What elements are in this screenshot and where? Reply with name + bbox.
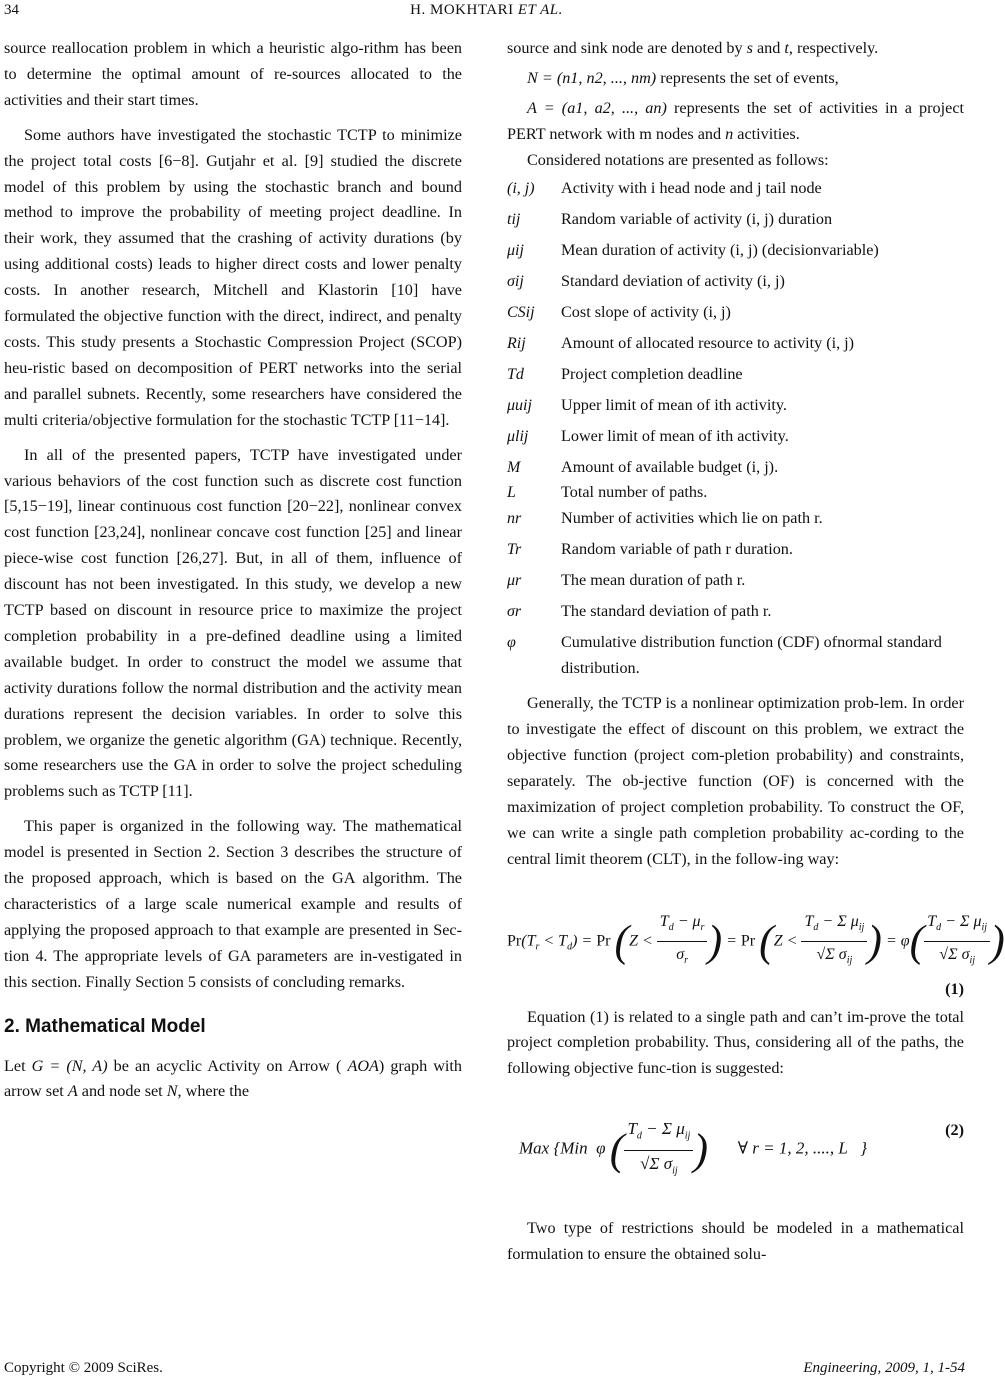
notation-symbol: L [507, 484, 516, 502]
left-column [4, 36, 462, 1105]
paragraph: Considered notations are presented as follows: [527, 150, 829, 169]
text: represents the set of events, [660, 68, 839, 87]
text: ) graph with arrow set [4, 1056, 463, 1101]
notation-row [507, 393, 964, 424]
math-inline: n [725, 124, 734, 143]
notation-row [507, 269, 964, 300]
page-number: 34 [4, 2, 19, 18]
notation-desc: Activity with i head node and j tail node [561, 178, 822, 197]
notation-desc: Mean duration of activity (i, j) (decisionvariable) [561, 240, 879, 259]
notation-row [507, 630, 964, 682]
notation-row [507, 331, 964, 362]
paragraph: Equation (1) is related to a single path and can’t im-prove the total project completion probability. Thus, considering all of the paths, the following objective func-tion is suggested: [507, 1007, 964, 1078]
footer-copyright: Copyright © 2009 SciRes. [4, 1360, 163, 1376]
notation-symbol: μr [507, 572, 522, 590]
page-header [0, 0, 973, 30]
notation-symbol: Rij [507, 334, 526, 352]
notation-desc: Cumulative distribution function (CDF) ofnormal standard distribution. [561, 633, 942, 678]
paragraph: In all of the presented papers, TCTP have investigated under various behaviors of the cost function such as discrete cost function [5,15−19], linear continuous cost function [20−22], nonlinear convex cost function [23,24], nonlinear concave cost function [25] and linear piece-wise cost function [26,27]. But, in all of them, influence of discount has not been investigated. In this study, we develop a new TCTP based on discount in resource price to maximize the project completion probability in a pre-defined deadline using a limited available budget. In order to construct the model we assume that activity durations follow the normal distribution and the activity mean durations represent the decision variables. In order to solve this problem, we organize the genetic algorithm (GA) technique. Recently, some researchers use the GA in order to solve the project scheduling problems such as TCTP [11]. [4, 445, 462, 801]
notation-symbol: Td [507, 365, 524, 383]
notation-desc: Standard deviation of activity (i, j) [561, 271, 785, 290]
notation-row [507, 506, 964, 537]
notation-row [507, 480, 964, 506]
running-title-authors: H. MOKHTARI [410, 2, 514, 18]
notation-desc: The standard deviation of path r. [561, 602, 772, 621]
text: source and sink node are denoted by [507, 39, 743, 57]
notation-row [507, 455, 964, 481]
notation-symbol: CSij [507, 303, 535, 321]
text: activities. [737, 124, 800, 143]
notation-desc: Cost slope of activity (i, j) [561, 302, 731, 321]
math-inline: G = (N, A) [31, 1056, 108, 1075]
notation-row [507, 176, 964, 207]
notation-desc: Upper limit of mean of ith activity. [561, 395, 787, 414]
equation-2 [507, 1090, 964, 1208]
notation-desc: Amount of allocated resource to activity (i, j) [561, 333, 855, 352]
paragraph [507, 96, 964, 148]
notation-symbol: φ [507, 634, 516, 652]
math-inline: t [784, 39, 789, 57]
notation-symbol: M [507, 458, 521, 476]
equation-number: (1) [945, 979, 964, 998]
section-heading: 2. Mathematical Model [4, 1015, 206, 1037]
notation-desc: Random variable of path r duration. [561, 540, 793, 559]
right-column [507, 36, 1005, 1268]
notation-row [507, 300, 964, 331]
paragraph: This paper is organized in the following way. The mathematical model is presented in Section 2. Section 3 describes the structure of the proposed approach, which is based on the GA algorithm. The characteristics of a large scale numerical example and results of applying the proposed approach to that example are presented in Sec-tion 4. The appropriate levels of GA parameters are in-vestigated in this section. Finally Section 5 consists of concluding remarks. [4, 817, 462, 991]
notation-row [507, 537, 964, 568]
notation-row [507, 599, 964, 630]
paragraph: Some authors have investigated the stochastic TCTP to minimize the project total costs [6−8]. Gutjahr et al. [9] studied the discrete model of this problem by using the stochastic branch and bound method to improve the probability of meeting project deadline. In their work, they assumed that the crashing of activity durations (by using additional costs) leads to higher direct costs and lower penalty costs. In another research, Mitchell and Klastorin [10] have formulated the objective function with the direct, indirect, and penalty costs. This study presents a Stochastic Compression Project (SCOP) heu-ristic based on decomposition of PERT networks into the serial and parallel subnets. Recently, some researchers have considered the multi criteria/objective formulation for the stochastic TCTP [11−14]. [4, 125, 462, 429]
notation-list [507, 176, 964, 683]
equation-number: (2) [945, 1121, 964, 1140]
notation-desc: Project completion deadline [561, 364, 743, 383]
notation-symbol: (i, j) [507, 179, 535, 197]
text: represents the set of activities in a project PERT network with m nodes and [507, 98, 964, 143]
notation-symbol: nr [507, 510, 522, 528]
notation-desc: Random variable of activity (i, j) duration [561, 209, 833, 228]
text: and node set [81, 1082, 163, 1101]
running-title [0, 2, 973, 19]
equation-1 [507, 887, 1005, 998]
paragraph [507, 66, 964, 92]
paragraph [507, 36, 964, 62]
notation-row [507, 207, 964, 238]
paragraph [4, 1054, 462, 1106]
notation-symbol: tij [507, 210, 521, 228]
text: Let [4, 1056, 26, 1075]
equation-2-body: Max {Min φ ( $\frac{T_d - \Sigma \mu_{ij}}{√\Sigma \sigma_{ij}}$ ) ∀ r = 1, 2, ...., L } [519, 1116, 867, 1184]
notation-desc: Total number of paths. [561, 483, 708, 502]
notation-row [507, 238, 964, 269]
text: and [756, 39, 781, 57]
text: , where the [177, 1082, 250, 1101]
math-inline: A [67, 1082, 78, 1101]
math-inline: AOA [347, 1056, 379, 1075]
notation-row [507, 568, 964, 599]
notation-symbol: μij [507, 241, 524, 259]
paragraph: source reallocation problem in which a heuristic algo-rithm has been to determine the optimal amount of re-sources allocated to the activities and their start times. [4, 39, 462, 109]
text: , respectively. [788, 39, 879, 57]
notation-symbol: Tr [507, 541, 522, 559]
footer-journal: Engineering, 2009, 1, 1-54 [803, 1360, 965, 1376]
paragraph: Generally, the TCTP is a nonlinear optimization prob-lem. In order to investigate the effect of discount on this problem, we extract the objective function (project com-pletion probability) and constraints, separately. The ob-jective function (OF) is concerned with the maximization of project completion probability. To construct the OF, we can write a single path completion probability ac-cording to the central limit theorem (CLT), in the follow-ing way: [507, 694, 964, 868]
math-inline: A = (a1, a2, ..., an) [527, 98, 667, 117]
text: be an acyclic Activity on Arrow ( [113, 1056, 342, 1075]
running-title-etal: ET AL. [517, 2, 563, 18]
notation-desc: Number of activities which lie on path r. [561, 509, 823, 528]
notation-row [507, 424, 964, 455]
notation-desc: Amount of available budget (i, j). [561, 457, 779, 476]
equation-1-body: $Pr(T_r < T_d) = Pr$ (Z < $\frac{T_d - \mu_r}{\sigma_r}$ ) = Pr (Z < $\frac{T_d - \Sigma \mu_{ij}}{√\Sigma \sigma_{ij}}$ ) = φ( $\frac{T_d - \Sigma \mu_{ij}}{√\Sigma \sigma_{ij}}$ ) [507, 909, 1005, 974]
paragraph: Two type of restrictions should be modeled in a mathematical formulation to ensure the obtained solu- [507, 1219, 964, 1264]
math-inline: N = (n1, n2, ..., nm) [527, 68, 657, 87]
notation-symbol: μuij [507, 396, 532, 414]
notation-symbol: μlij [507, 427, 529, 445]
math-inline: s [746, 39, 753, 57]
notation-desc: Lower limit of mean of ith activity. [561, 426, 789, 445]
notation-symbol: σij [507, 272, 524, 290]
math-inline: N [166, 1082, 178, 1101]
notation-row [507, 362, 964, 393]
notation-desc: The mean duration of path r. [561, 571, 746, 590]
notation-symbol: σr [507, 603, 522, 621]
